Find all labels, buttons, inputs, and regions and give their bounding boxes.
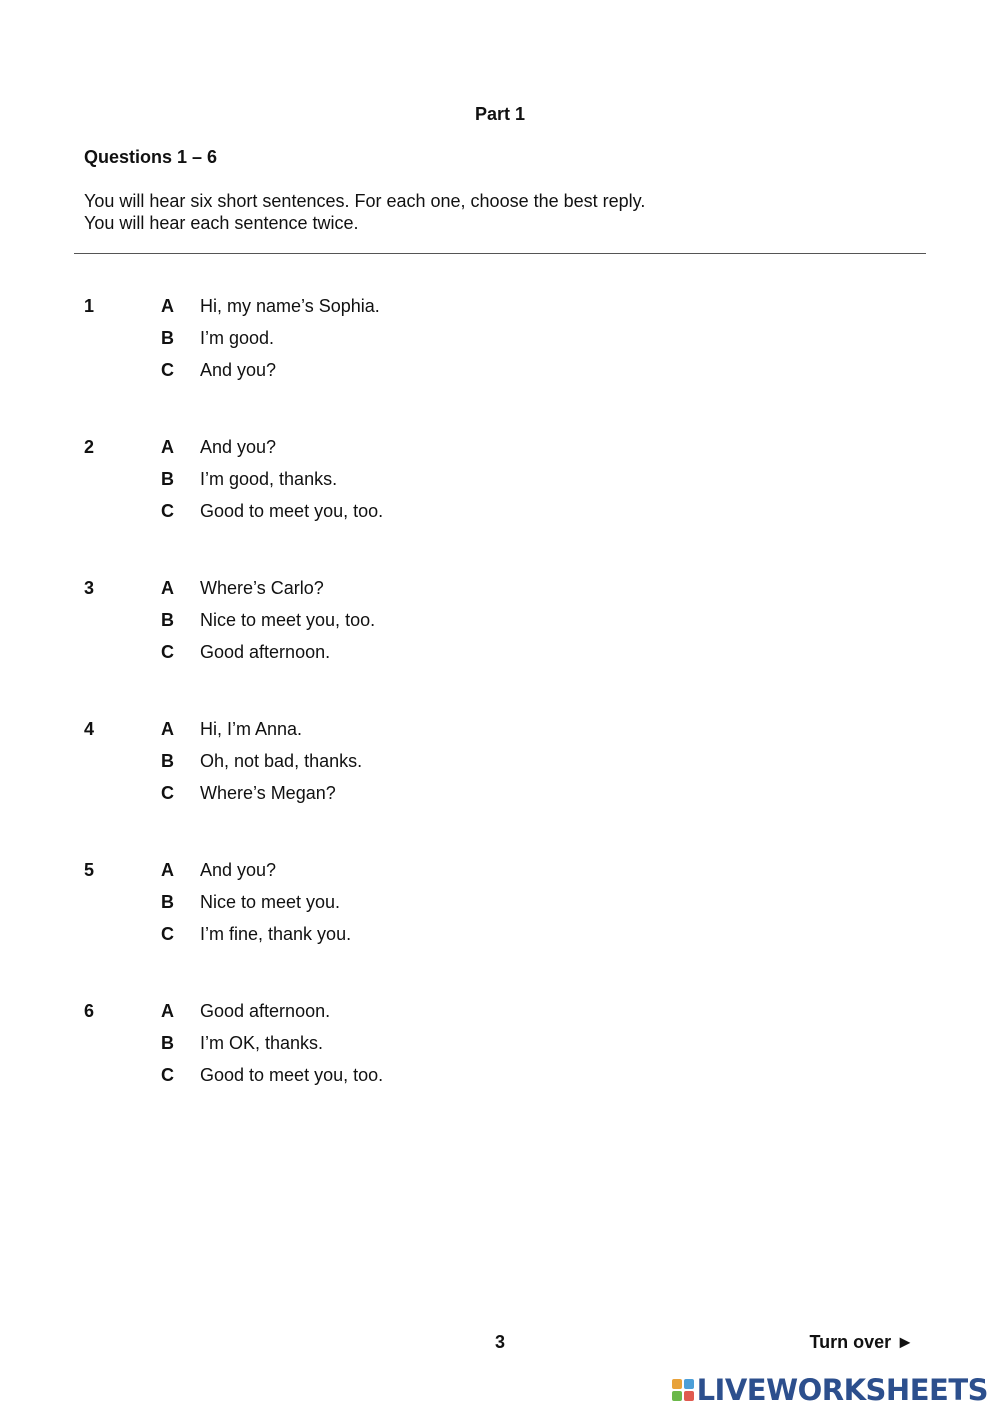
option-letter: C [161, 924, 174, 944]
option-letter: B [161, 328, 174, 348]
option-text: Good afternoon. [200, 1001, 331, 1021]
part-title: Part 1 [474, 104, 526, 124]
option-text: And you? [200, 437, 277, 457]
brand-name: LIVEWORKSHEETS [696, 1373, 988, 1407]
option-letter: A [161, 719, 174, 739]
page-number: 3 [494, 1332, 505, 1352]
turn-over-label: Turn over ► [809, 1332, 914, 1352]
option-letter: C [161, 1065, 174, 1085]
question-number: 2 [84, 437, 95, 457]
question-number: 6 [84, 1001, 95, 1021]
option-text: And you? [200, 360, 277, 380]
option-letter: B [161, 751, 174, 771]
instructions-line-1: You will hear six short sentences. For each one, choose the best reply. [84, 191, 646, 211]
option-text: Oh, not bad, thanks. [200, 751, 363, 771]
answer-option-a[interactable] [0, 437, 600, 461]
answer-option-a[interactable] [0, 578, 600, 602]
answer-option-b[interactable] [0, 469, 600, 493]
option-text: I’m good, thanks. [200, 469, 338, 489]
option-text: Where’s Megan? [200, 783, 336, 803]
answer-option-b[interactable] [0, 328, 600, 352]
answer-option-b[interactable] [0, 892, 600, 916]
answer-option-b[interactable] [0, 1033, 600, 1057]
divider-line [74, 253, 926, 254]
liveworksheets-logo [672, 1374, 988, 1406]
answer-option-a[interactable] [0, 860, 600, 884]
option-text: Nice to meet you, too. [200, 610, 376, 630]
answer-option-a[interactable] [0, 719, 600, 743]
answer-option-b[interactable] [0, 751, 600, 775]
option-letter: B [161, 469, 174, 489]
option-letter: C [161, 783, 174, 803]
option-text: Good to meet you, too. [200, 1065, 384, 1085]
question-number: 3 [84, 578, 95, 598]
option-letter: A [161, 860, 174, 880]
option-text: And you? [200, 860, 277, 880]
answer-option-c[interactable] [0, 360, 600, 384]
question-number: 4 [84, 719, 95, 739]
option-text: I’m good. [200, 328, 275, 348]
option-text: I’m fine, thank you. [200, 924, 352, 944]
option-text: Hi, my name’s Sophia. [200, 296, 380, 316]
option-letter: A [161, 1001, 174, 1021]
option-letter: C [161, 642, 174, 662]
option-text: Nice to meet you. [200, 892, 341, 912]
answer-option-a[interactable] [0, 1001, 600, 1025]
option-letter: B [161, 610, 174, 630]
question-range-heading: Questions 1 – 6 [84, 147, 218, 167]
option-letter: C [161, 501, 174, 521]
option-letter: B [161, 892, 174, 912]
answer-option-b[interactable] [0, 610, 600, 634]
question-number: 1 [84, 296, 95, 316]
option-text: Hi, I’m Anna. [200, 719, 303, 739]
option-letter: A [161, 578, 174, 598]
option-letter: B [161, 1033, 174, 1053]
answer-option-a[interactable] [0, 296, 600, 320]
brand-logo-icon [672, 1379, 694, 1401]
instructions [84, 190, 645, 234]
option-text: Where’s Carlo? [200, 578, 324, 598]
option-letter: A [161, 296, 174, 316]
answer-option-c[interactable] [0, 501, 600, 525]
option-letter: A [161, 437, 174, 457]
answer-option-c[interactable] [0, 1065, 600, 1089]
instructions-line-2: You will hear each sentence twice. [84, 213, 359, 233]
answer-option-c[interactable] [0, 924, 600, 948]
option-text: Good afternoon. [200, 642, 331, 662]
answer-option-c[interactable] [0, 783, 600, 807]
option-letter: C [161, 360, 174, 380]
question-number: 5 [84, 860, 95, 880]
option-text: Good to meet you, too. [200, 501, 384, 521]
option-text: I’m OK, thanks. [200, 1033, 324, 1053]
answer-option-c[interactable] [0, 642, 600, 666]
